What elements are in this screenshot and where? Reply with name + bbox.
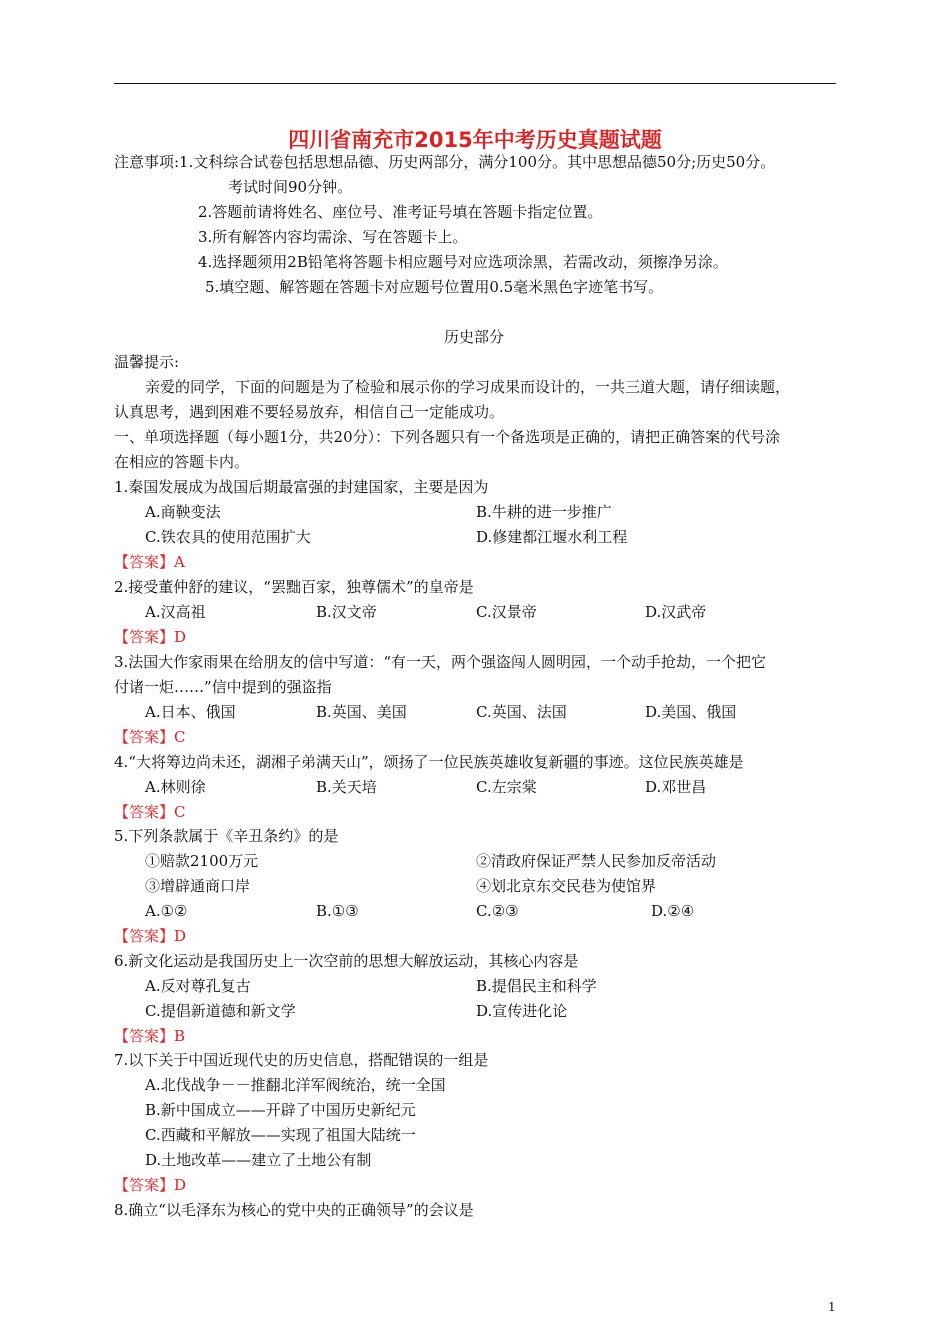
q1-option-a: A.商鞅变法	[145, 503, 221, 521]
q2-option-d: D.汉武帝	[645, 603, 707, 621]
notice-line-3: 2.答题前请将姓名、座位号、准考证号填在答题卡指定位置。	[198, 203, 603, 221]
q4-option-d: D.邓世昌	[645, 778, 707, 796]
page-title: 四川省南充市2015年中考历史真题试题	[288, 128, 662, 152]
q6-option-a: A.反对尊孔复古	[145, 977, 251, 995]
q6-option-d: D.宣传进化论	[476, 1002, 568, 1020]
q1-option-b: B.牛耕的进一步推广	[476, 503, 612, 521]
q2-option-b: B.汉文帝	[316, 603, 377, 621]
q2-option-c: C.汉景帝	[476, 603, 537, 621]
q7-answer: 【答案】D	[114, 1176, 187, 1194]
q3-answer: 【答案】C	[114, 728, 186, 746]
q6-stem: 6.新文化运动是我国历史上一次空前的思想大解放运动，其核心内容是	[114, 952, 579, 970]
notice-line-6: 5.填空题、解答题在答题卡对应题号位置用0.5毫米黑色字迹笔书写。	[205, 278, 664, 296]
q4-option-b: B.关天培	[316, 778, 377, 796]
q7-stem: 7.以下关于中国近现代史的历史信息，搭配错误的一组是	[114, 1051, 489, 1069]
q2-answer: 【答案】D	[114, 628, 187, 646]
notice-line-1: 注意事项:1.文科综合试卷包括思想品德、历史两部分，满分100分。其中思想品德50分;历史50分。	[114, 153, 776, 171]
q6-option-b: B.提倡民主和科学	[476, 977, 597, 995]
q5-item-2: ②清政府保证严禁人民参加反帝活动	[476, 852, 717, 870]
q1-option-d: D.修建都江堰水利工程	[476, 528, 628, 546]
q5-option-c: C.②③	[476, 902, 519, 920]
q7-option-d: D.土地改革——建立了土地公有制	[145, 1151, 372, 1169]
q1-answer: 【答案】A	[114, 553, 185, 571]
part1-heading-2: 在相应的答题卡内。	[114, 453, 250, 471]
q3-stem-1: 3.法国大作家雨果在给朋友的信中写道：“有一天，两个强盗闯人圆明园，一个动手抢劫，一个把它	[114, 653, 766, 671]
header-rule	[114, 83, 836, 84]
q8-stem: 8.确立“以毛泽东为核心的党中央的正确领导”的会议是	[114, 1201, 474, 1219]
q2-option-a: A.汉高祖	[145, 603, 206, 621]
tips-label: 温馨提示:	[114, 353, 180, 371]
q3-option-a: A.日本、俄国	[145, 703, 236, 721]
q4-stem: 4.“大将筹边尚未还，湖湘子弟满天山”，颂扬了一位民族英雄收复新疆的事迹。这位民族英雄是	[114, 753, 744, 771]
q3-option-d: D.美国、俄国	[645, 703, 737, 721]
notice-line-4: 3.所有解答内容均需涂、写在答题卡上。	[198, 228, 468, 246]
q7-option-c: C.西藏和平解放——实现了祖国大陆统一	[145, 1126, 416, 1144]
q5-stem: 5.下列条款属于《辛丑条约》的是	[114, 827, 339, 845]
q4-option-c: C.左宗棠	[476, 778, 537, 796]
page-number: 1	[828, 1300, 836, 1314]
q5-item-1: ①赔款2100万元	[145, 852, 259, 870]
q3-option-b: B.英国、美国	[316, 703, 407, 721]
q4-answer: 【答案】C	[114, 803, 186, 821]
q1-stem: 1.秦国发展成为战国后期最富强的封建国家，主要是因为	[114, 478, 489, 496]
q3-option-c: C.英国、法国	[476, 703, 567, 721]
q5-option-d: D.②④	[651, 902, 695, 920]
notice-line-5: 4.选择题须用2B铅笔将答题卡相应题号对应选项涂黑，若需改动，须擦净另涂。	[198, 253, 728, 271]
notice-line-2: 考试时间90分钟。	[228, 178, 353, 196]
section-title: 历史部分	[444, 328, 505, 346]
q6-option-c: C.提倡新道德和新文学	[145, 1002, 296, 1020]
q1-option-c: C.铁农具的使用范围扩大	[145, 528, 311, 546]
q5-option-a: A.①②	[145, 902, 188, 920]
q3-stem-2: 付诸一炬……”信中提到的强盗指	[114, 678, 332, 696]
tips-line-2: 认真思考，遇到困难不要轻易放弃，相信自己一定能成功。	[114, 403, 505, 421]
q7-option-b: B.新中国成立——开辟了中国历史新纪元	[145, 1101, 416, 1119]
q6-answer: 【答案】B	[114, 1027, 186, 1045]
tips-line-1: 亲爱的同学，下面的问题是为了检验和展示你的学习成果而设计的，一共三道大题，请仔细读题，	[145, 378, 791, 396]
q5-item-4: ④划北京东交民巷为使馆界	[476, 877, 657, 895]
q5-answer: 【答案】D	[114, 927, 187, 945]
q5-item-3: ③增辟通商口岸	[145, 877, 251, 895]
q5-option-b: B.①③	[316, 902, 359, 920]
q4-option-a: A.林则徐	[145, 778, 206, 796]
q7-option-a: A.北伐战争－－推翻北洋军阀统治，统一全国	[145, 1076, 446, 1094]
part1-heading-1: 一、单项选择题（每小题1分，共20分）：下列各题只有一个备选项是正确的，请把正确答案的代号涂	[114, 428, 781, 446]
q2-stem: 2.接受董仲舒的建议，“罢黜百家，独尊儒术”的皇帝是	[114, 578, 474, 596]
